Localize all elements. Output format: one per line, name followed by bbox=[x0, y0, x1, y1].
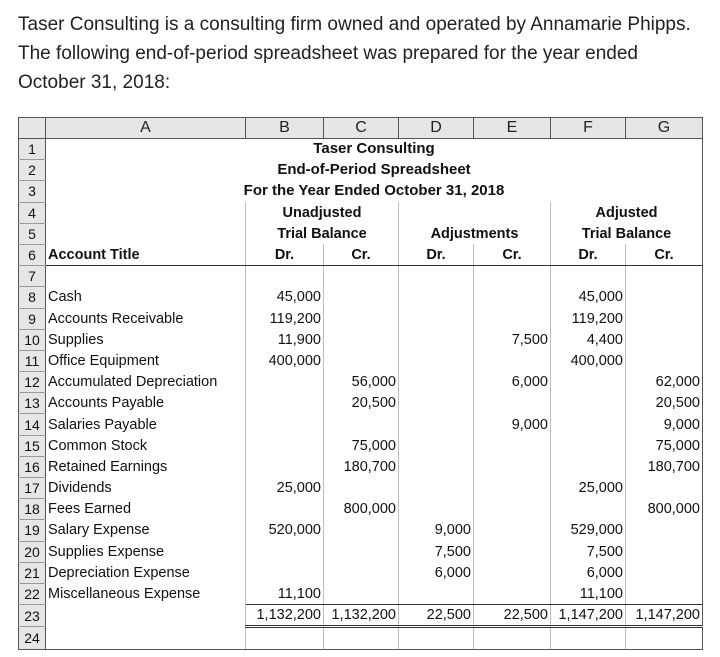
spreadsheet-row bbox=[19, 244, 703, 265]
account-row bbox=[19, 562, 703, 583]
account-title[interactable]: Supplies Expense bbox=[46, 541, 246, 562]
totals-row bbox=[19, 605, 703, 627]
account-title[interactable]: Retained Earnings bbox=[46, 456, 246, 477]
account-row bbox=[19, 583, 703, 604]
adj-dr-amount[interactable]: 7,500 bbox=[399, 541, 474, 562]
adjusted-header: Adjusted bbox=[551, 202, 703, 223]
tb-cr-amount[interactable] bbox=[324, 583, 399, 604]
adj-cr-amount[interactable] bbox=[474, 520, 551, 541]
tb-cr-amount[interactable] bbox=[324, 414, 399, 435]
atb-dr-amount[interactable] bbox=[551, 372, 626, 393]
atb-cr-amount[interactable] bbox=[626, 520, 703, 541]
cell[interactable] bbox=[474, 627, 551, 649]
spreadsheet-row bbox=[19, 223, 703, 244]
cell[interactable] bbox=[399, 627, 474, 649]
account-row bbox=[19, 520, 703, 541]
atb-cr-amount[interactable] bbox=[626, 541, 703, 562]
adj-dr-amount[interactable] bbox=[399, 308, 474, 329]
tb-cr-amount[interactable]: 20,500 bbox=[324, 393, 399, 414]
atb-cr-amount[interactable] bbox=[626, 329, 703, 350]
spreadsheet-row bbox=[19, 160, 703, 181]
atb-dr-amount[interactable]: 11,100 bbox=[551, 583, 626, 604]
tb-cr-amount[interactable]: 800,000 bbox=[324, 499, 399, 520]
tb-dr-amount[interactable]: 25,000 bbox=[246, 478, 324, 499]
column-header-a[interactable]: A bbox=[46, 118, 246, 139]
row-number[interactable]: 6 bbox=[19, 244, 46, 265]
report-name: End-of-Period Spreadsheet bbox=[46, 160, 703, 181]
tb-cr-header: Cr. bbox=[324, 244, 399, 265]
adjusted-trial-balance-header: Trial Balance bbox=[551, 223, 703, 244]
row-number[interactable]: 1 bbox=[19, 139, 46, 160]
cell[interactable] bbox=[399, 266, 474, 287]
cell[interactable] bbox=[626, 266, 703, 287]
cell[interactable] bbox=[46, 605, 246, 627]
tb-dr-amount[interactable] bbox=[246, 393, 324, 414]
account-title[interactable]: Salary Expense bbox=[46, 520, 246, 541]
adjustments-header: Adjustments bbox=[399, 223, 551, 244]
atb-dr-amount[interactable] bbox=[551, 499, 626, 520]
row-number[interactable]: 20 bbox=[19, 541, 46, 562]
row-number[interactable]: 10 bbox=[19, 329, 46, 350]
atb-dr-amount[interactable]: 45,000 bbox=[551, 287, 626, 308]
account-title[interactable]: Accounts Receivable bbox=[46, 308, 246, 329]
atb-cr-amount[interactable]: 800,000 bbox=[626, 499, 703, 520]
corner-cell[interactable] bbox=[19, 118, 46, 139]
adj-cr-amount[interactable]: 7,500 bbox=[474, 329, 551, 350]
cell[interactable] bbox=[551, 627, 626, 649]
tb-dr-amount[interactable] bbox=[246, 414, 324, 435]
atb-dr-header: Dr. bbox=[551, 244, 626, 265]
atb-dr-amount[interactable]: 25,000 bbox=[551, 478, 626, 499]
adj-dr-amount[interactable] bbox=[399, 435, 474, 456]
account-row bbox=[19, 499, 703, 520]
adj-cr-amount[interactable] bbox=[474, 478, 551, 499]
adj-dr-amount[interactable] bbox=[399, 329, 474, 350]
atb-cr-header: Cr. bbox=[626, 244, 703, 265]
row-number[interactable]: 14 bbox=[19, 414, 46, 435]
report-period: For the Year Ended October 31, 2018 bbox=[46, 181, 703, 202]
account-row bbox=[19, 541, 703, 562]
column-header-b[interactable]: B bbox=[246, 118, 324, 139]
row-number[interactable]: 5 bbox=[19, 223, 46, 244]
tb-cr-amount[interactable] bbox=[324, 541, 399, 562]
atb-cr-amount[interactable]: 180,700 bbox=[626, 456, 703, 477]
row-number[interactable]: 3 bbox=[19, 181, 46, 202]
cell[interactable] bbox=[474, 266, 551, 287]
atb-dr-amount[interactable] bbox=[551, 456, 626, 477]
tb-dr-amount[interactable] bbox=[246, 372, 324, 393]
spreadsheet-row bbox=[19, 202, 703, 223]
end-of-period-spreadsheet bbox=[18, 117, 703, 650]
adj-cr-amount[interactable] bbox=[474, 435, 551, 456]
column-header-e[interactable]: E bbox=[474, 118, 551, 139]
account-row bbox=[19, 456, 703, 477]
account-title[interactable]: Miscellaneous Expense bbox=[46, 583, 246, 604]
adj-cr-amount[interactable] bbox=[474, 583, 551, 604]
tb-cr-amount[interactable]: 180,700 bbox=[324, 456, 399, 477]
row-number[interactable]: 7 bbox=[19, 266, 46, 287]
atb-dr-amount[interactable]: 6,000 bbox=[551, 562, 626, 583]
atb-dr-amount[interactable]: 119,200 bbox=[551, 308, 626, 329]
cell[interactable] bbox=[46, 266, 246, 287]
adj-dr-amount[interactable] bbox=[399, 499, 474, 520]
adj-cr-amount[interactable] bbox=[474, 499, 551, 520]
account-title[interactable]: Fees Earned bbox=[46, 499, 246, 520]
atb-dr-amount[interactable] bbox=[551, 435, 626, 456]
adj-cr-header: Cr. bbox=[474, 244, 551, 265]
account-row bbox=[19, 350, 703, 371]
tb-cr-amount[interactable] bbox=[324, 308, 399, 329]
tb-cr-amount[interactable]: 75,000 bbox=[324, 435, 399, 456]
tb-dr-header: Dr. bbox=[246, 244, 324, 265]
cell[interactable] bbox=[324, 266, 399, 287]
tb-dr-amount[interactable] bbox=[246, 541, 324, 562]
row-number[interactable]: 4 bbox=[19, 202, 46, 223]
column-header-f[interactable]: F bbox=[551, 118, 626, 139]
adj-cr-amount[interactable] bbox=[474, 287, 551, 308]
adj-dr-amount[interactable] bbox=[399, 456, 474, 477]
cell[interactable] bbox=[246, 266, 324, 287]
atb-cr-amount[interactable] bbox=[626, 308, 703, 329]
adj-dr-header: Dr. bbox=[399, 244, 474, 265]
row-number[interactable]: 17 bbox=[19, 478, 46, 499]
row-number[interactable]: 18 bbox=[19, 499, 46, 520]
spreadsheet-row bbox=[19, 266, 703, 287]
adj-cr-amount[interactable]: 9,000 bbox=[474, 414, 551, 435]
row-number[interactable]: 12 bbox=[19, 372, 46, 393]
atb-cr-amount[interactable] bbox=[626, 350, 703, 371]
atb-dr-amount[interactable] bbox=[551, 414, 626, 435]
row-number[interactable]: 13 bbox=[19, 393, 46, 414]
adj-cr-amount[interactable]: 6,000 bbox=[474, 372, 551, 393]
row-number[interactable]: 8 bbox=[19, 287, 46, 308]
tb-cr-amount[interactable] bbox=[324, 329, 399, 350]
account-row bbox=[19, 414, 703, 435]
cell[interactable] bbox=[324, 627, 399, 649]
atb-cr-amount[interactable] bbox=[626, 583, 703, 604]
tb-cr-total[interactable]: 1,132,200 bbox=[324, 605, 399, 627]
cell[interactable] bbox=[46, 223, 246, 244]
atb-cr-amount[interactable]: 9,000 bbox=[626, 414, 703, 435]
atb-dr-amount[interactable]: 400,000 bbox=[551, 350, 626, 371]
adj-dr-amount[interactable] bbox=[399, 350, 474, 371]
tb-dr-amount[interactable]: 45,000 bbox=[246, 287, 324, 308]
account-row bbox=[19, 478, 703, 499]
row-number[interactable]: 24 bbox=[19, 627, 46, 649]
row-number[interactable]: 9 bbox=[19, 308, 46, 329]
cell[interactable] bbox=[246, 627, 324, 649]
account-title-header: Account Title bbox=[46, 244, 246, 265]
problem-intro: Taser Consulting is a consulting firm owned and operated by Annamarie Phipps. The following end-of-period spreadsheet was prepared for the year ended October 31, 2018: bbox=[18, 14, 691, 93]
atb-cr-amount[interactable]: 75,000 bbox=[626, 435, 703, 456]
account-title[interactable]: Cash bbox=[46, 287, 246, 308]
account-row bbox=[19, 372, 703, 393]
atb-cr-amount[interactable] bbox=[626, 478, 703, 499]
adj-dr-amount[interactable] bbox=[399, 478, 474, 499]
tb-dr-amount[interactable]: 119,200 bbox=[246, 308, 324, 329]
tb-dr-amount[interactable]: 11,900 bbox=[246, 329, 324, 350]
atb-cr-amount[interactable]: 62,000 bbox=[626, 372, 703, 393]
row-number[interactable]: 16 bbox=[19, 456, 46, 477]
account-title[interactable]: Salaries Payable bbox=[46, 414, 246, 435]
tb-dr-amount[interactable] bbox=[246, 456, 324, 477]
adj-dr-amount[interactable] bbox=[399, 414, 474, 435]
atb-cr-amount[interactable] bbox=[626, 562, 703, 583]
tb-cr-amount[interactable] bbox=[324, 350, 399, 371]
atb-cr-total[interactable]: 1,147,200 bbox=[626, 605, 703, 627]
spreadsheet-row bbox=[19, 139, 703, 160]
column-header-c[interactable]: C bbox=[324, 118, 399, 139]
atb-dr-total[interactable]: 1,147,200 bbox=[551, 605, 626, 627]
adj-cr-amount[interactable] bbox=[474, 456, 551, 477]
spreadsheet-row bbox=[19, 181, 703, 202]
tb-dr-amount[interactable]: 11,100 bbox=[246, 583, 324, 604]
adj-cr-amount[interactable] bbox=[474, 541, 551, 562]
adj-dr-total[interactable]: 22,500 bbox=[399, 605, 474, 627]
tb-cr-amount[interactable] bbox=[324, 562, 399, 583]
unadjusted-header: Unadjusted bbox=[246, 202, 399, 223]
atb-dr-amount[interactable]: 529,000 bbox=[551, 520, 626, 541]
cell[interactable] bbox=[626, 627, 703, 649]
tb-cr-amount[interactable] bbox=[324, 287, 399, 308]
adj-dr-amount[interactable] bbox=[399, 583, 474, 604]
cell[interactable] bbox=[399, 202, 551, 223]
cell[interactable] bbox=[46, 202, 246, 223]
adj-dr-amount[interactable] bbox=[399, 372, 474, 393]
account-title[interactable]: Common Stock bbox=[46, 435, 246, 456]
cell[interactable] bbox=[551, 266, 626, 287]
tb-dr-amount[interactable] bbox=[246, 562, 324, 583]
account-row bbox=[19, 329, 703, 350]
trial-balance-header: Trial Balance bbox=[246, 223, 399, 244]
row-number[interactable]: 23 bbox=[19, 605, 46, 627]
account-title[interactable]: Supplies bbox=[46, 329, 246, 350]
row-number[interactable]: 22 bbox=[19, 583, 46, 604]
account-row bbox=[19, 308, 703, 329]
account-title[interactable]: Accounts Payable bbox=[46, 393, 246, 414]
account-row bbox=[19, 393, 703, 414]
column-header-row bbox=[19, 118, 703, 139]
adj-cr-amount[interactable] bbox=[474, 350, 551, 371]
row-number[interactable]: 2 bbox=[19, 160, 46, 181]
adj-cr-amount[interactable] bbox=[474, 308, 551, 329]
tb-cr-amount[interactable]: 56,000 bbox=[324, 372, 399, 393]
atb-dr-amount[interactable] bbox=[551, 393, 626, 414]
tb-dr-amount[interactable]: 400,000 bbox=[246, 350, 324, 371]
adj-dr-amount[interactable]: 9,000 bbox=[399, 520, 474, 541]
atb-cr-amount[interactable] bbox=[626, 287, 703, 308]
account-title[interactable]: Dividends bbox=[46, 478, 246, 499]
column-header-d[interactable]: D bbox=[399, 118, 474, 139]
spreadsheet-row bbox=[19, 627, 703, 649]
account-title[interactable]: Accumulated Depreciation bbox=[46, 372, 246, 393]
tb-dr-amount[interactable] bbox=[246, 435, 324, 456]
tb-dr-amount[interactable]: 520,000 bbox=[246, 520, 324, 541]
adj-dr-amount[interactable]: 6,000 bbox=[399, 562, 474, 583]
adj-cr-amount[interactable] bbox=[474, 393, 551, 414]
adj-cr-amount[interactable] bbox=[474, 562, 551, 583]
atb-cr-amount[interactable]: 20,500 bbox=[626, 393, 703, 414]
account-title[interactable]: Office Equipment bbox=[46, 350, 246, 371]
atb-dr-amount[interactable]: 4,400 bbox=[551, 329, 626, 350]
column-header-g[interactable]: G bbox=[626, 118, 703, 139]
tb-cr-amount[interactable] bbox=[324, 520, 399, 541]
account-title[interactable]: Depreciation Expense bbox=[46, 562, 246, 583]
company-name: Taser Consulting bbox=[46, 139, 703, 160]
account-row bbox=[19, 287, 703, 308]
row-number[interactable]: 19 bbox=[19, 520, 46, 541]
row-number[interactable]: 21 bbox=[19, 562, 46, 583]
cell[interactable] bbox=[46, 627, 246, 649]
account-row bbox=[19, 435, 703, 456]
tb-cr-amount[interactable] bbox=[324, 478, 399, 499]
adj-cr-total[interactable]: 22,500 bbox=[474, 605, 551, 627]
adj-dr-amount[interactable] bbox=[399, 287, 474, 308]
tb-dr-total[interactable]: 1,132,200 bbox=[246, 605, 324, 627]
tb-dr-amount[interactable] bbox=[246, 499, 324, 520]
row-number[interactable]: 11 bbox=[19, 350, 46, 371]
row-number[interactable]: 15 bbox=[19, 435, 46, 456]
adj-dr-amount[interactable] bbox=[399, 393, 474, 414]
atb-dr-amount[interactable]: 7,500 bbox=[551, 541, 626, 562]
